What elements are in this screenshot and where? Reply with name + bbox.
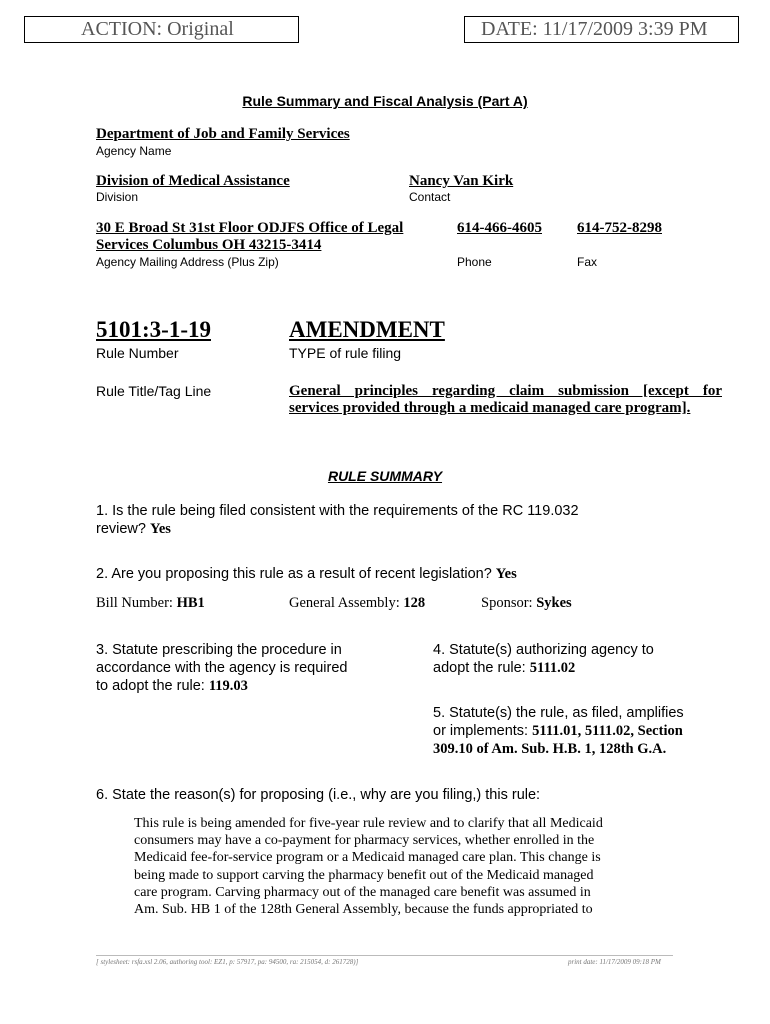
- question-2-answer: Yes: [495, 566, 517, 582]
- question-2-text: 2. Are you proposing this rule as a result of recent legislation?: [96, 566, 492, 582]
- question-5-answer-1: 5111.01, 5111.02, Section: [532, 723, 683, 739]
- division-label: Division: [96, 190, 139, 204]
- fax-label: Fax: [577, 255, 598, 269]
- question-3-line-1: 3. Statute prescribing the procedure in: [96, 642, 342, 658]
- bill-number-value: HB1: [176, 595, 205, 611]
- question-3-answer: 119.03: [208, 678, 248, 694]
- question-6: 6. State the reason(s) for proposing (i.e., why are you filing,) this rule:: [96, 787, 541, 803]
- question-4-line-1: 4. Statute(s) authorizing agency to: [433, 642, 654, 658]
- address-line-2: Services Columbus OH 43215-3414: [96, 237, 322, 253]
- sponsor-label: Sponsor:: [481, 595, 533, 611]
- general-assembly-value: 128: [403, 595, 426, 611]
- question-1-answer: Yes: [150, 521, 171, 537]
- sponsor: [481, 595, 572, 612]
- answer-line: being made to support carving the pharmacy benefit out of the Medicaid managed: [134, 867, 594, 883]
- answer-line: care program. Carving pharmacy out of the managed care benefit was assumed in: [134, 884, 591, 900]
- division-name: Division of Medical Assistance: [96, 173, 290, 189]
- question-6-answer: [134, 815, 674, 918]
- answer-line: consumers may have a co-payment for pharmacy services, whether enrolled in the: [134, 833, 595, 849]
- rule-summary-heading: RULE SUMMARY: [327, 468, 443, 484]
- footer-divider: [96, 955, 673, 956]
- question-5-line-2: [433, 722, 683, 740]
- answer-line: Medicaid fee-for-service program or a Medicaid managed care plan. This change is: [134, 850, 601, 866]
- answer-line: Am. Sub. HB 1 of the 128th General Assembly, because the funds appropriated to: [134, 902, 593, 918]
- footer-right: print date: 11/17/2009 09:18 PM: [568, 958, 661, 966]
- phone-value: 614-466-4605: [457, 220, 542, 236]
- question-5-answer-2: 309.10 of Am. Sub. H.B. 1, 128th G.A.: [433, 741, 667, 757]
- address-label: Agency Mailing Address (Plus Zip): [96, 255, 279, 269]
- answer-line: This rule is being amended for five-year rule review and to clarify that all Medicaid: [134, 816, 603, 831]
- question-4-line-2: [433, 659, 575, 677]
- general-assembly: [289, 595, 425, 612]
- question-2: [96, 565, 517, 583]
- contact-label: Contact: [409, 190, 451, 204]
- rule-title-line-1: General principles regarding claim submission [except for: [289, 383, 722, 399]
- question-1-line-2: [96, 520, 171, 538]
- bill-number: [96, 595, 205, 612]
- question-1-line-1: 1. Is the rule being filed consistent with the requirements of the RC 119.032: [96, 503, 579, 519]
- page-title: Rule Summary and Fiscal Analysis (Part A): [242, 93, 528, 109]
- question-4-text: adopt the rule:: [433, 660, 526, 676]
- agency-name: Department of Job and Family Services: [96, 126, 350, 142]
- general-assembly-label: General Assembly:: [289, 595, 400, 611]
- rule-title-label: Rule Title/Tag Line: [96, 383, 212, 399]
- rule-type: AMENDMENT: [289, 317, 445, 342]
- bill-number-label: Bill Number:: [96, 595, 173, 611]
- agency-name-label: Agency Name: [96, 144, 172, 158]
- question-5-line-1: 5. Statute(s) the rule, as filed, amplifies: [433, 705, 684, 721]
- question-5-text: or implements:: [433, 723, 529, 739]
- question-3-text: to adopt the rule:: [96, 678, 205, 694]
- contact-name: Nancy Van Kirk: [409, 173, 514, 189]
- action-box: ACTION: Original: [24, 16, 299, 43]
- fax-value: 614-752-8298: [577, 220, 662, 236]
- rule-type-label: TYPE of rule filing: [289, 345, 402, 361]
- question-3-line-2: accordance with the agency is required: [96, 660, 348, 676]
- rule-number-label: Rule Number: [96, 345, 179, 361]
- question-4-answer: 5111.02: [529, 660, 576, 676]
- question-1-text: review?: [96, 521, 146, 537]
- rule-number: 5101:3-1-19: [96, 317, 211, 342]
- question-3-line-3: [96, 677, 248, 695]
- date-box: DATE: 11/17/2009 3:39 PM: [464, 16, 739, 43]
- sponsor-value: Sykes: [536, 595, 572, 611]
- rule-title-line-2: services provided through a medicaid managed care program].: [289, 400, 691, 416]
- footer-left: [ stylesheet: rsfa.xsl 2.06, authoring tool: EZ1, p: 57917, pa: 94500, ra: 215054, d: 261728)]: [96, 958, 359, 966]
- phone-label: Phone: [457, 255, 492, 269]
- address-line-1: 30 E Broad St 31st Floor ODJFS Office of Legal: [96, 220, 404, 236]
